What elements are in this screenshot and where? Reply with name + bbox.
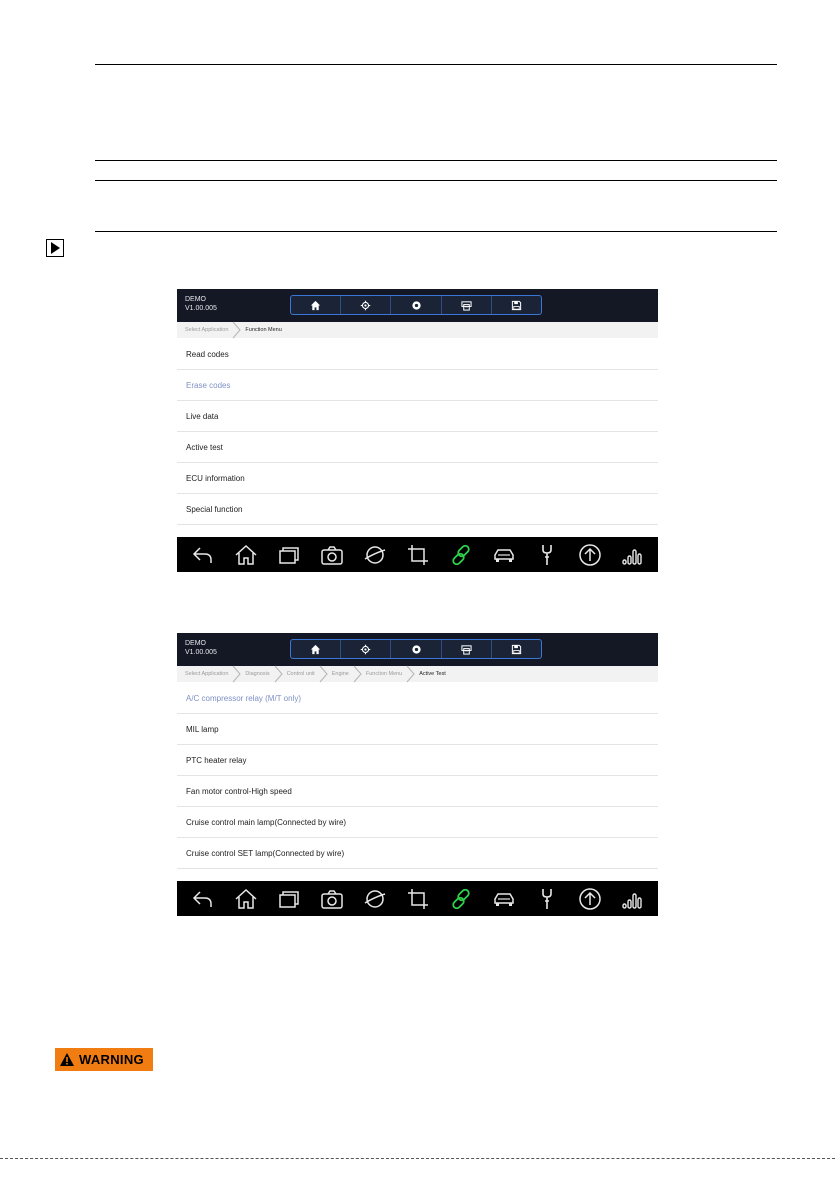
chevron-right-icon: [233, 322, 240, 338]
print-icon[interactable]: [442, 640, 492, 658]
list-item[interactable]: A/C compressor relay (M/T only): [177, 683, 658, 714]
chevron-right-icon: [320, 666, 327, 682]
list-item[interactable]: Erase codes: [177, 370, 658, 401]
demo-label: DEMO: [185, 296, 206, 303]
save-icon[interactable]: [492, 640, 541, 658]
warning-triangle-icon: [59, 1052, 75, 1067]
list-item[interactable]: ECU information: [177, 463, 658, 494]
signal-icon[interactable]: [620, 542, 646, 568]
chevron-right-icon: [407, 666, 414, 682]
gear-icon[interactable]: [341, 296, 391, 314]
list-item[interactable]: Cruise control SET lamp(Connected by wire): [177, 838, 658, 869]
breadcrumb-item[interactable]: Engine: [331, 671, 349, 677]
signal-icon[interactable]: [620, 886, 646, 912]
back-icon[interactable]: [190, 886, 216, 912]
upload-icon[interactable]: [577, 542, 603, 568]
home-icon[interactable]: [291, 640, 341, 658]
list-item[interactable]: MIL lamp: [177, 714, 658, 745]
crop-icon[interactable]: [405, 542, 431, 568]
demo-label: DEMO: [185, 640, 206, 647]
browser-icon[interactable]: [362, 542, 388, 568]
home-icon[interactable]: [291, 296, 341, 314]
breadcrumb-item[interactable]: Function Menu: [365, 671, 403, 677]
breadcrumb-item: Function Menu: [245, 327, 282, 333]
gear-icon[interactable]: [341, 640, 391, 658]
version-label: V1.00.005: [185, 649, 217, 656]
car-icon[interactable]: [491, 542, 517, 568]
list-item[interactable]: Fan motor control-High speed: [177, 776, 658, 807]
chevron-right-icon: [233, 666, 240, 682]
chevron-right-icon: [275, 666, 282, 682]
list-item[interactable]: PTC heater relay: [177, 745, 658, 776]
warning-label: WARNING: [79, 1052, 144, 1067]
crop-icon[interactable]: [405, 886, 431, 912]
warning-badge: [55, 1048, 153, 1071]
camera-icon[interactable]: [319, 886, 345, 912]
save-icon[interactable]: [492, 296, 541, 314]
record-icon[interactable]: [391, 640, 441, 658]
bottom-bar: [177, 537, 658, 572]
rule-note-2: [95, 180, 777, 181]
browser-icon[interactable]: [362, 886, 388, 912]
top-bar: [177, 633, 658, 666]
breadcrumb-item[interactable]: Select Application: [185, 327, 229, 333]
breadcrumb-item: Active Test: [419, 671, 446, 677]
bottom-bar: [177, 881, 658, 916]
windows-icon[interactable]: [276, 542, 302, 568]
list-item[interactable]: Special function: [177, 494, 658, 525]
page-footer-line: [0, 1158, 835, 1159]
windows-icon[interactable]: [276, 886, 302, 912]
list-item[interactable]: Active test: [177, 432, 658, 463]
chevron-right-icon: [354, 666, 361, 682]
breadcrumb-item[interactable]: Control unit: [286, 671, 315, 677]
camera-icon[interactable]: [319, 542, 345, 568]
home-outline-icon[interactable]: [233, 542, 259, 568]
top-bar: [177, 289, 658, 322]
screenshot-function-menu: [177, 289, 658, 572]
toolbar-group: [290, 639, 542, 659]
rule-note-top: [95, 160, 777, 161]
wrench-icon[interactable]: [534, 542, 560, 568]
print-icon[interactable]: [442, 296, 492, 314]
rule-note-bottom: [95, 231, 777, 232]
record-icon[interactable]: [391, 296, 441, 314]
menu-list: [177, 339, 658, 539]
back-icon[interactable]: [190, 542, 216, 568]
toolbar-group: [290, 295, 542, 315]
breadcrumb-item[interactable]: Diagnosis: [245, 671, 270, 677]
link-icon[interactable]: [448, 542, 474, 568]
upload-icon[interactable]: [577, 886, 603, 912]
rule-top: [95, 64, 777, 65]
play-arrow-icon: [46, 239, 64, 257]
wrench-icon[interactable]: [534, 886, 560, 912]
breadcrumb: [177, 322, 658, 338]
menu-list: [177, 683, 658, 881]
app-version: [185, 639, 217, 657]
list-item[interactable]: Read codes: [177, 339, 658, 370]
app-version: [185, 295, 217, 313]
breadcrumb-item[interactable]: Select Application: [185, 671, 229, 677]
list-item[interactable]: Live data: [177, 401, 658, 432]
list-item[interactable]: Cruise control main lamp(Connected by wire): [177, 807, 658, 838]
screenshot-active-test: [177, 633, 658, 916]
car-icon[interactable]: [491, 886, 517, 912]
link-icon[interactable]: [448, 886, 474, 912]
home-outline-icon[interactable]: [233, 886, 259, 912]
breadcrumb: [177, 666, 658, 682]
version-label: V1.00.005: [185, 305, 217, 312]
